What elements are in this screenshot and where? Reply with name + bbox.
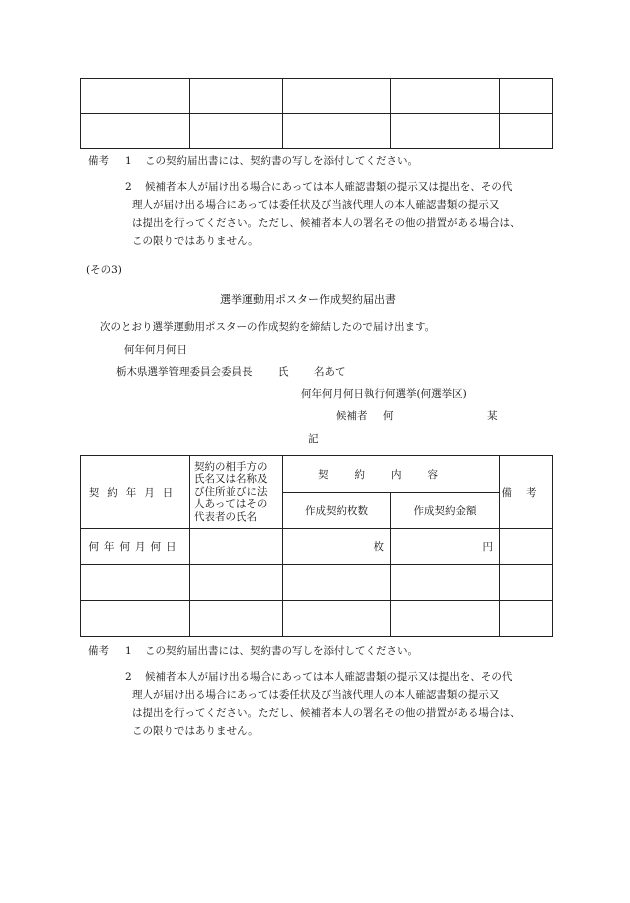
addressee-name: 氏 xyxy=(278,366,289,378)
top-table xyxy=(80,78,553,149)
top-cell xyxy=(190,79,283,114)
note-text: この契約届出書には、契約書の写しを添付してください。 xyxy=(145,155,418,167)
table-cell xyxy=(500,565,553,601)
note-line: 候補者本人が届け出る場合にあっては本人確認書類の提示又は提出を、その代 xyxy=(145,671,513,683)
header-count: 作成契約枚数 xyxy=(283,493,391,529)
top-cell xyxy=(190,114,283,149)
intro-text: 次のとおり選挙運動用ポスターの作成契約を締結したので届け出ます。 xyxy=(100,321,436,333)
candidate-name-1: 何 xyxy=(383,410,394,422)
ki-mark: 記 xyxy=(308,433,319,445)
row-remarks xyxy=(500,529,553,565)
top-cell xyxy=(81,114,190,149)
submission-date: 何年何月何日 xyxy=(124,344,187,356)
addressee-suffix: 名あて xyxy=(314,366,346,378)
table-cell xyxy=(190,601,283,637)
table-cell xyxy=(81,601,190,637)
election-name: 何年何月何日執行何選挙(何選挙区) xyxy=(301,388,467,400)
note-line: この限りではありません。 xyxy=(132,235,259,247)
note-line: この限りではありません。 xyxy=(132,725,259,737)
note-line: 理人が届け出る場合にあっては委任状及び当該代理人の本人確認書類の提示又 xyxy=(132,199,500,211)
note-num: 1 xyxy=(125,155,132,167)
row-amount: 円 xyxy=(391,529,500,565)
table-cell xyxy=(190,565,283,601)
section-label: (その3) xyxy=(86,264,122,276)
top-cell xyxy=(81,79,190,114)
notes-label: 備考 xyxy=(88,645,109,657)
top-cell xyxy=(500,79,553,114)
note-line: 候補者本人が届け出る場合にあっては本人確認書類の提示又は提出を、その代 xyxy=(145,181,513,193)
top-cell xyxy=(391,114,500,149)
note-num: 2 xyxy=(125,671,132,683)
notes-label: 備考 xyxy=(88,155,109,167)
table-cell xyxy=(500,601,553,637)
table-cell xyxy=(81,565,190,601)
note-num: 2 xyxy=(125,181,132,193)
table-cell xyxy=(391,565,500,601)
header-remarks: 備考 xyxy=(500,456,553,529)
contract-table xyxy=(80,455,553,637)
form-title: 選挙運動用ポスター作成契約届出書 xyxy=(220,293,396,306)
candidate-label: 候補者 xyxy=(336,410,368,422)
top-cell xyxy=(283,79,391,114)
table-cell xyxy=(283,565,391,601)
header-counterparty: 契約の相手方の 氏名又は名称及 び住所並びに法 人あってはその 代表者の氏名 xyxy=(190,456,283,529)
top-cell xyxy=(283,114,391,149)
header-contract-content: 契約内容 xyxy=(283,456,500,493)
addressee-org: 栃木県選挙管理委員会委員長 xyxy=(116,366,253,378)
note-line: は提出を行ってください。ただし、候補者本人の署名その他の措置がある場合は、 xyxy=(132,217,521,229)
top-cell xyxy=(391,79,500,114)
table-cell xyxy=(283,601,391,637)
candidate-name-2: 某 xyxy=(487,410,498,422)
note-num: 1 xyxy=(125,645,132,657)
header-contract-date: 契約年月日 xyxy=(81,456,190,529)
row-counterparty xyxy=(190,529,283,565)
row-date: 何年何月何日 xyxy=(81,529,190,565)
header-amount: 作成契約金額 xyxy=(391,493,500,529)
row-count: 枚 xyxy=(283,529,391,565)
note-line: は提出を行ってください。ただし、候補者本人の署名その他の措置がある場合は、 xyxy=(132,707,521,719)
note-line: 理人が届け出る場合にあっては委任状及び当該代理人の本人確認書類の提示又 xyxy=(132,689,500,701)
table-cell xyxy=(391,601,500,637)
note-text: この契約届出書には、契約書の写しを添付してください。 xyxy=(145,645,418,657)
top-cell xyxy=(500,114,553,149)
